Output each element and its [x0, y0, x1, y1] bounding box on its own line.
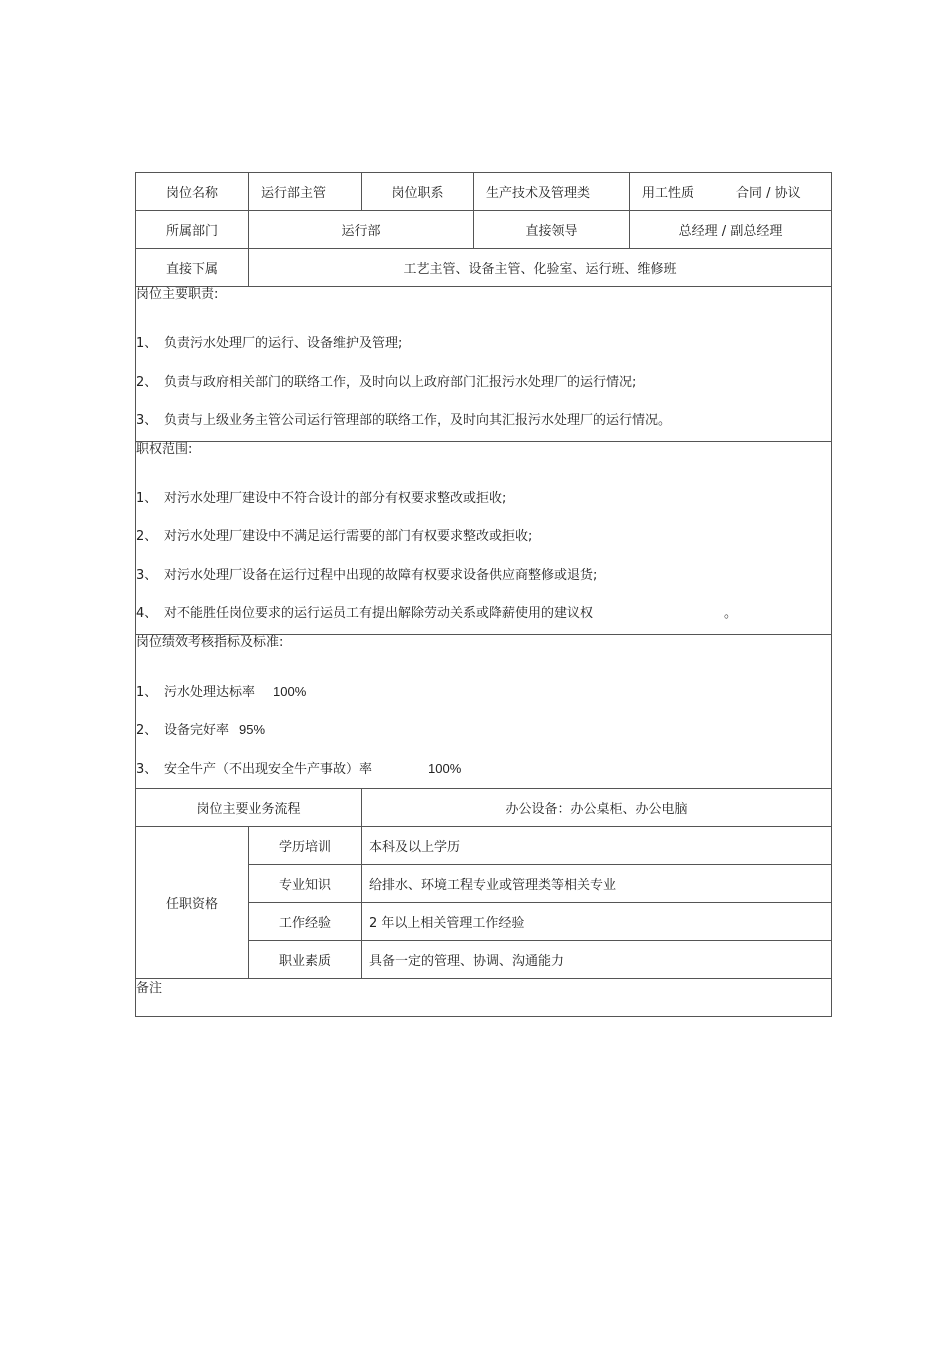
leader-label: 直接领导 — [474, 211, 630, 249]
leader-value: 总经理 / 副总经理 — [630, 211, 832, 249]
header-row-3 — [136, 249, 832, 287]
remarks-label: 备注 — [136, 979, 832, 1017]
qualification-value-education: 本科及以上学历 — [362, 827, 832, 865]
authority-section — [136, 441, 832, 634]
kpi-row — [136, 634, 832, 789]
employment-value: 合同 / 协议 — [736, 186, 801, 201]
qualification-label-quality: 职业素质 — [249, 941, 362, 979]
authority-item-4: 4、 对不能胜任岗位要求的运行运员工有提出解除劳动关系或降薪使用的建议权 。 — [136, 606, 738, 621]
qualification-label-education: 学历培训 — [249, 827, 362, 865]
duties-title: 岗位主要职责: — [136, 287, 219, 302]
duties-section — [136, 287, 832, 442]
office-equipment: 办公设备：办公桌柜、办公电脑 — [362, 789, 832, 827]
kpi-title: 岗位绩效考核指标及标准: — [136, 634, 284, 650]
qualification-label-experience: 工作经验 — [249, 903, 362, 941]
position-name-label: 岗位名称 — [136, 173, 249, 211]
subordinates-value: 工艺主管、设备主管、化验室、运行班、维修班 — [249, 249, 832, 287]
authority-row — [136, 441, 832, 634]
authority-item-1: 1、 对污水处理厂建设中不符合设计的部分有权要求整改或拒收; — [136, 490, 507, 506]
qualification-row-1 — [136, 827, 832, 865]
duties-row — [136, 287, 832, 442]
duty-item-1: 1、 负责污水处理厂的运行、设备维护及管理; — [136, 336, 403, 351]
process-row — [136, 789, 832, 827]
qualification-value-quality: 具备一定的管理、协调、沟通能力 — [362, 941, 832, 979]
position-series-value: 生产技术及管理类 — [474, 173, 630, 211]
authority-item-3: 3、 对污水处理厂设备在运行过程中出现的故障有权要求设备供应商整修或退货; — [136, 567, 598, 583]
kpi-section — [136, 634, 832, 789]
position-name-value: 运行部主管 — [249, 173, 362, 211]
process-label: 岗位主要业务流程 — [136, 789, 362, 827]
employment-label: 用工性质 — [642, 186, 695, 201]
duty-item-3: 3、 负责与上级业务主管公司运行管理部的联络工作，及时向其汇报污水处理厂的运行情况。 — [136, 413, 672, 428]
kpi-item-1: 1、 污水处理达标率 100% — [136, 683, 307, 700]
qualification-value-experience: 2 年以上相关管理工作经验 — [362, 903, 832, 941]
job-description-table — [135, 172, 832, 1017]
department-value: 运行部 — [249, 211, 474, 249]
authority-title: 职权范围: — [136, 441, 193, 457]
department-label: 所属部门 — [136, 211, 249, 249]
subordinates-label: 直接下属 — [136, 249, 249, 287]
authority-item-2: 2、 对污水处理厂建设中不满足运行需要的部门有权要求整改或拒收; — [136, 529, 533, 544]
kpi-item-2: 2、 设备完好率 95% — [136, 722, 266, 738]
duty-item-2: 2、 负责与政府相关部门的联络工作，及时向以上政府部门汇报污水处理厂的运行情况; — [136, 374, 637, 390]
qualifications-label: 任职资格 — [136, 827, 249, 979]
header-row-1 — [136, 173, 832, 211]
remarks-row — [136, 979, 832, 1017]
position-series-label: 岗位职系 — [362, 173, 474, 211]
kpi-item-3: 3、 安全牛产（不出现安全牛产事故）率 100% — [136, 760, 462, 777]
qualification-value-knowledge: 给排水、环境工程专业或管理类等相关专业 — [362, 865, 832, 903]
header-row-2 — [136, 211, 832, 249]
job-description-sheet — [135, 172, 831, 1017]
employment-cell — [630, 173, 832, 211]
qualification-label-knowledge: 专业知识 — [249, 865, 362, 903]
